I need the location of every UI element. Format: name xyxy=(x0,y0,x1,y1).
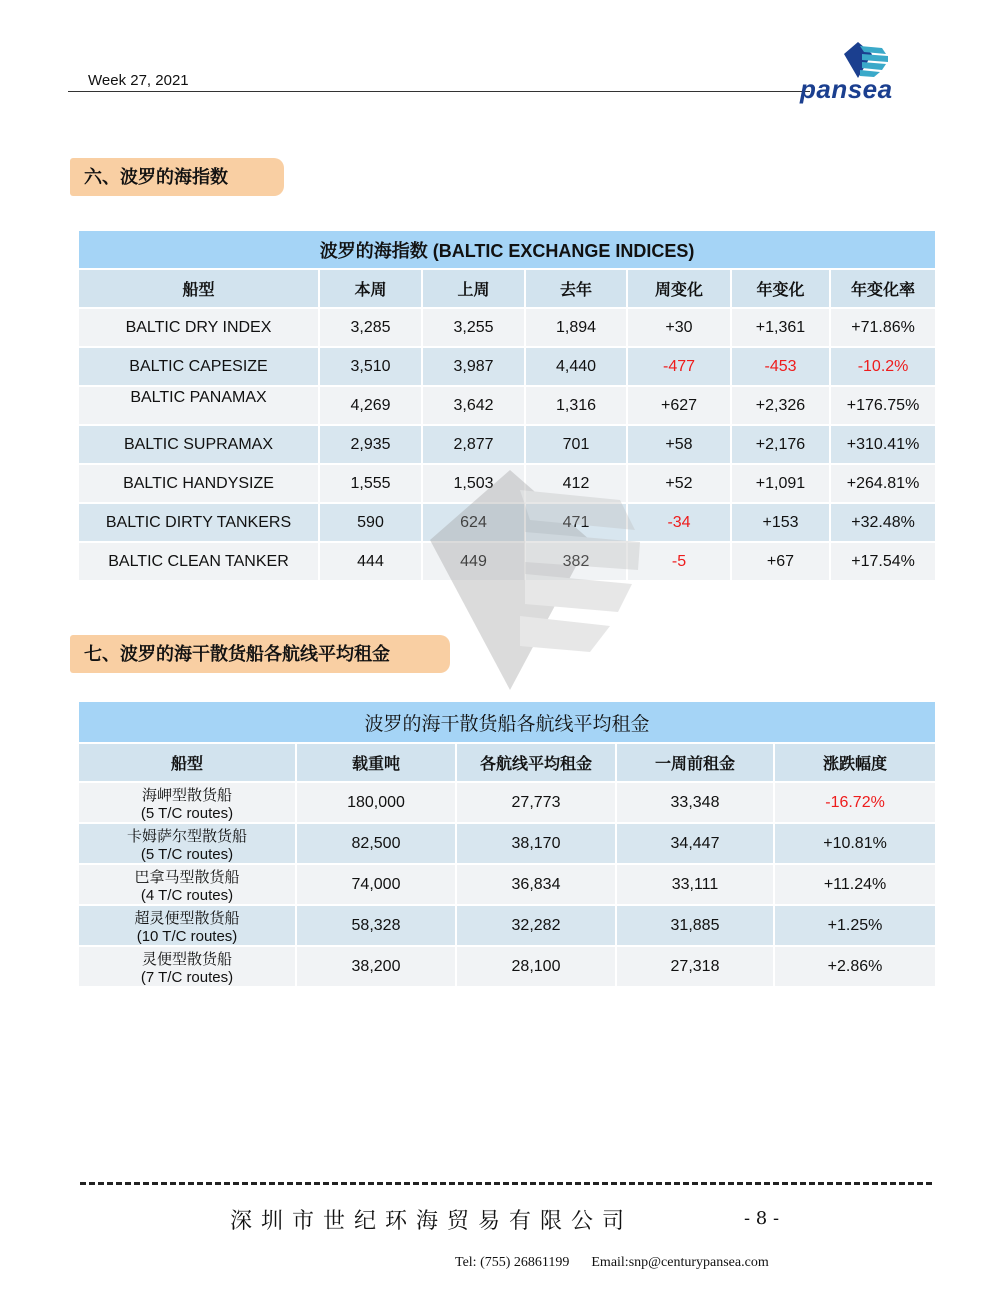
header-rule xyxy=(68,91,810,92)
footer-contact xyxy=(455,1255,791,1271)
table-row xyxy=(78,347,936,386)
last-year: 382 xyxy=(525,542,627,581)
last-week: 3,987 xyxy=(422,347,525,386)
yearly-change-rate: +32.48% xyxy=(830,503,936,542)
index-name: BALTIC DRY INDEX xyxy=(78,308,319,347)
table-row xyxy=(78,823,936,864)
table-row xyxy=(78,425,936,464)
index-name: BALTIC HANDYSIZE xyxy=(78,464,319,503)
week-label: Week 27, 2021 xyxy=(88,72,189,89)
table-row xyxy=(78,308,936,347)
footer-divider xyxy=(80,1182,932,1185)
yearly-change-rate: +310.41% xyxy=(830,425,936,464)
average-hire: 27,773 xyxy=(456,782,616,823)
table-header-row xyxy=(78,269,936,308)
table-row xyxy=(78,503,936,542)
dwt: 74,000 xyxy=(296,864,456,905)
average-hire-title: 波罗的海干散货船各航线平均租金 xyxy=(78,701,936,743)
vessel-type xyxy=(78,782,296,823)
table-row xyxy=(78,946,936,987)
average-hire: 36,834 xyxy=(456,864,616,905)
last-year: 1,316 xyxy=(525,386,627,425)
last-year: 701 xyxy=(525,425,627,464)
column-header: 船型 xyxy=(78,743,296,782)
this-week: 4,269 xyxy=(319,386,422,425)
yearly-change-rate: +71.86% xyxy=(830,308,936,347)
last-year: 471 xyxy=(525,503,627,542)
index-name: BALTIC CLEAN TANKER xyxy=(78,542,319,581)
change-percent: +11.24% xyxy=(774,864,936,905)
vessel-routes: (7 T/C routes) xyxy=(140,968,234,986)
last-year: 4,440 xyxy=(525,347,627,386)
table-row xyxy=(78,386,936,425)
vessel-name: 巴拿马型散货船 xyxy=(134,867,240,886)
this-week: 2,935 xyxy=(319,425,422,464)
yearly-change-rate: +176.75% xyxy=(830,386,936,425)
yearly-change: +1,091 xyxy=(731,464,830,503)
table-row xyxy=(78,782,936,823)
last-year: 1,894 xyxy=(525,308,627,347)
this-week: 590 xyxy=(319,503,422,542)
average-hire: 38,170 xyxy=(456,823,616,864)
section-7-heading: 七、波罗的海干散货船各航线平均租金 xyxy=(70,635,450,673)
vessel-type xyxy=(78,946,296,987)
change-percent: +1.25% xyxy=(774,905,936,946)
column-header: 船型 xyxy=(78,269,319,308)
yearly-change: -453 xyxy=(731,347,830,386)
yearly-change: +153 xyxy=(731,503,830,542)
yearly-change: +67 xyxy=(731,542,830,581)
column-header: 周变化 xyxy=(627,269,731,308)
baltic-indices-title: 波罗的海指数 (BALTIC EXCHANGE INDICES) xyxy=(78,230,936,269)
dwt: 38,200 xyxy=(296,946,456,987)
this-week: 3,285 xyxy=(319,308,422,347)
footer-tel: Tel: (755) 26861199 xyxy=(455,1255,570,1270)
dwt: 58,328 xyxy=(296,905,456,946)
vessel-type xyxy=(78,823,296,864)
last-week: 449 xyxy=(422,542,525,581)
index-name: BALTIC DIRTY TANKERS xyxy=(78,503,319,542)
index-name: BALTIC CAPESIZE xyxy=(78,347,319,386)
table-row xyxy=(78,464,936,503)
last-week: 3,642 xyxy=(422,386,525,425)
yearly-change-rate: +264.81% xyxy=(830,464,936,503)
last-week: 2,877 xyxy=(422,425,525,464)
footer-email: Email:snp@centurypansea.com xyxy=(591,1255,769,1270)
weekly-change: -477 xyxy=(627,347,731,386)
pansea-logo xyxy=(800,40,930,106)
weekly-change: +30 xyxy=(627,308,731,347)
yearly-change: +2,176 xyxy=(731,425,830,464)
yearly-change: +2,326 xyxy=(731,386,830,425)
previous-week-hire: 27,318 xyxy=(616,946,774,987)
vessel-routes: (5 T/C routes) xyxy=(140,845,234,863)
vessel-routes: (5 T/C routes) xyxy=(140,804,234,822)
vessel-routes: (4 T/C routes) xyxy=(140,886,234,904)
yearly-change-rate: +17.54% xyxy=(830,542,936,581)
column-header: 上周 xyxy=(422,269,525,308)
vessel-type xyxy=(78,864,296,905)
change-percent: +10.81% xyxy=(774,823,936,864)
average-hire-table xyxy=(77,700,937,988)
weekly-change: +627 xyxy=(627,386,731,425)
column-header: 各航线平均租金 xyxy=(456,743,616,782)
dwt: 82,500 xyxy=(296,823,456,864)
table-header-row xyxy=(78,743,936,782)
vessel-name: 海岬型散货船 xyxy=(141,785,232,804)
this-week: 1,555 xyxy=(319,464,422,503)
column-header: 年变化 xyxy=(731,269,830,308)
column-header: 去年 xyxy=(525,269,627,308)
page-number: - 8 - xyxy=(744,1208,780,1229)
previous-week-hire: 33,111 xyxy=(616,864,774,905)
column-header: 载重吨 xyxy=(296,743,456,782)
column-header: 涨跌幅度 xyxy=(774,743,936,782)
vessel-name: 灵便型散货船 xyxy=(141,949,232,968)
column-header: 本周 xyxy=(319,269,422,308)
average-hire: 32,282 xyxy=(456,905,616,946)
weekly-change: +52 xyxy=(627,464,731,503)
last-week: 624 xyxy=(422,503,525,542)
yearly-change-rate: -10.2% xyxy=(830,347,936,386)
section-6-heading: 六、波罗的海指数 xyxy=(70,158,284,196)
yearly-change: +1,361 xyxy=(731,308,830,347)
column-header: 一周前租金 xyxy=(616,743,774,782)
column-header: 年变化率 xyxy=(830,269,936,308)
weekly-change: -5 xyxy=(627,542,731,581)
weekly-change: -34 xyxy=(627,503,731,542)
table-row xyxy=(78,542,936,581)
average-hire: 28,100 xyxy=(456,946,616,987)
this-week: 3,510 xyxy=(319,347,422,386)
baltic-indices-table xyxy=(77,229,937,582)
previous-week-hire: 31,885 xyxy=(616,905,774,946)
index-name: BALTIC PANAMAX xyxy=(78,386,319,425)
logo-text: pansea xyxy=(800,74,893,104)
weekly-change: +58 xyxy=(627,425,731,464)
index-name: BALTIC SUPRAMAX xyxy=(78,425,319,464)
previous-week-hire: 33,348 xyxy=(616,782,774,823)
last-year: 412 xyxy=(525,464,627,503)
dwt: 180,000 xyxy=(296,782,456,823)
vessel-routes: (10 T/C routes) xyxy=(136,927,238,945)
last-week: 3,255 xyxy=(422,308,525,347)
change-percent: -16.72% xyxy=(774,782,936,823)
previous-week-hire: 34,447 xyxy=(616,823,774,864)
last-week: 1,503 xyxy=(422,464,525,503)
this-week: 444 xyxy=(319,542,422,581)
table-row xyxy=(78,905,936,946)
table-row xyxy=(78,864,936,905)
footer-company-name: 深圳市世纪环海贸易有限公司 xyxy=(230,1209,634,1234)
change-percent: +2.86% xyxy=(774,946,936,987)
vessel-name: 超灵便型散货船 xyxy=(134,908,240,927)
vessel-type xyxy=(78,905,296,946)
vessel-name: 卡姆萨尔型散货船 xyxy=(126,826,247,845)
